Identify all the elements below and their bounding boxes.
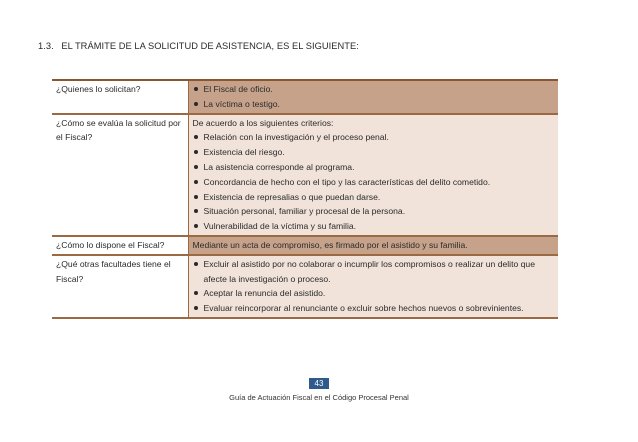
table-row	[52, 114, 558, 236]
answer-intro: Mediante un acta de compromiso, es firmado por el asistido y su familia.	[192, 239, 468, 250]
list-item: El Fiscal de oficio.	[193, 82, 555, 97]
list-item: Situación personal, familiar y procesal de la persona.	[193, 204, 555, 219]
row-answer	[188, 255, 558, 318]
list-item: La víctima o testigo.	[193, 97, 555, 112]
answer-list	[193, 257, 555, 316]
list-item: Existencia de represalias o que puedan darse.	[193, 190, 555, 205]
list-item: Evaluar reincorporar al renunciante o excluir sobre hechos nuevos o sobrevinientes.	[193, 301, 555, 316]
row-question: ¿Qué otras facultades tiene el Fiscal?	[52, 255, 188, 318]
list-item: Relación con la investigación y el proceso penal.	[193, 130, 555, 145]
row-question: ¿Cómo lo dispone el Fiscal?	[52, 236, 188, 255]
section-heading	[38, 41, 359, 51]
list-item: Vulnerabilidad de la víctima y su familia.	[193, 219, 555, 234]
answer-list	[193, 82, 555, 112]
table-row	[52, 236, 558, 255]
page-number: 43	[309, 378, 329, 389]
list-item: Concordancia de hecho con el tipo y las características del delito cometido.	[193, 175, 555, 190]
row-answer	[188, 80, 558, 114]
row-answer	[188, 236, 558, 255]
section-number: 1.3.	[38, 41, 54, 51]
row-question: ¿Cómo se evalúa la solicitud por el Fiscal?	[52, 114, 188, 236]
answer-list	[193, 130, 555, 234]
section-title: EL TRÁMITE DE LA SOLICITUD DE ASISTENCIA, ES EL SIGUIENTE:	[61, 41, 359, 51]
list-item: Aceptar la renuncia del asistido.	[193, 286, 555, 301]
list-item: Excluir al asistido por no colaborar o incumplir los compromisos o realizar un delito que afecte la investigación o proceso.	[193, 257, 555, 287]
list-item: La asistencia corresponde al programa.	[193, 160, 555, 175]
row-answer	[188, 114, 558, 236]
answer-intro: De acuerdo a los siguientes criterios:	[192, 117, 334, 128]
list-item: Existencia del riesgo.	[193, 145, 555, 160]
table-row	[52, 255, 558, 318]
footer-text: Guía de Actuación Fiscal en el Código Procesal Penal	[229, 393, 409, 402]
row-question: ¿Quienes lo solicitan?	[52, 80, 188, 114]
procedure-table	[52, 79, 558, 319]
table-row	[52, 80, 558, 114]
